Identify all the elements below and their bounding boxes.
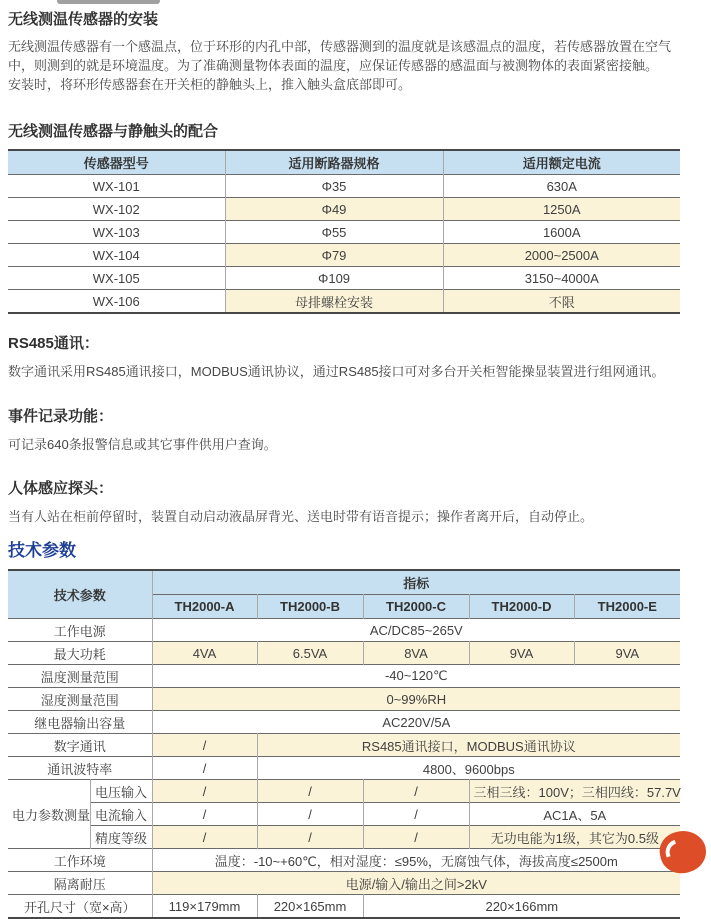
table-cell: 1250A [443, 198, 680, 221]
param-group-label: 电力参数测量 [8, 780, 90, 849]
param-sublabel: 电流输入 [90, 803, 152, 826]
table-cell: Φ49 [225, 198, 443, 221]
param-label: 温度测量范围 [8, 665, 152, 688]
table-header-row [8, 570, 680, 595]
column-header: 适用额定电流 [443, 150, 680, 175]
table-cell: / [152, 734, 257, 757]
table-cell: 不限 [443, 290, 680, 314]
table-row [8, 642, 680, 665]
table-row [8, 665, 680, 688]
table-cell: 0~99%RH [152, 688, 680, 711]
param-sublabel: 精度等级 [90, 826, 152, 849]
table-cell: 三相三线：100V；三相四线：57.7V [469, 780, 680, 803]
table-cell: WX-104 [8, 244, 225, 267]
table-cell: / [363, 803, 469, 826]
table-cell: 119×179mm [152, 895, 257, 919]
param-label: 工作电源 [8, 619, 152, 642]
table-cell: / [152, 757, 257, 780]
section-title-event-log: 事件记录功能： [8, 408, 114, 425]
table-cell: WX-105 [8, 267, 225, 290]
table-cell: / [152, 780, 257, 803]
section-title-tech-params: 技术参数 [8, 541, 76, 560]
install-paragraph-2: 安装时，将环形传感器套在开关柜的静触头上，推入触头盒底部即可。 [8, 77, 412, 92]
table-cell: 630A [443, 175, 680, 198]
table-cell: Φ55 [225, 221, 443, 244]
param-label: 通讯波特率 [8, 757, 152, 780]
param-label: 隔离耐压 [8, 872, 152, 895]
human-sensor-paragraph: 当有人站在柜前停留时，装置自动启动液晶屏背光、送电时带有语音提示；操作者离开后，自动停止。 [8, 509, 594, 524]
param-label: 工作环境 [8, 849, 152, 872]
table-row [8, 895, 680, 919]
param-sublabel: 电压输入 [90, 780, 152, 803]
table-row [8, 849, 680, 872]
table-cell: / [363, 780, 469, 803]
table-cell: / [363, 826, 469, 849]
table-row [8, 221, 680, 244]
table-cell: / [152, 803, 257, 826]
table-cell: / [152, 826, 257, 849]
model-header: TH2000-E [574, 595, 680, 619]
table-row [8, 711, 680, 734]
table-cell: 6.5VA [257, 642, 363, 665]
table-row [8, 757, 680, 780]
table-row [8, 198, 680, 221]
table-cell: Φ109 [225, 267, 443, 290]
model-header: TH2000-D [469, 595, 574, 619]
event-log-paragraph: 可记录640条报警信息或其它事件供用户查询。 [8, 437, 277, 452]
param-label: 湿度测量范围 [8, 688, 152, 711]
table-row [8, 780, 680, 803]
model-header: TH2000-A [152, 595, 257, 619]
table-cell: WX-101 [8, 175, 225, 198]
param-label: 最大功耗 [8, 642, 152, 665]
column-header: 适用断路器规格 [225, 150, 443, 175]
table-cell: 2000~2500A [443, 244, 680, 267]
logo-fragment [651, 827, 687, 851]
corner-header: 技术参数 [8, 570, 152, 619]
table-cell: 8VA [363, 642, 469, 665]
table-cell: / [257, 803, 363, 826]
table-cell: WX-106 [8, 290, 225, 314]
rs485-paragraph: 数字通讯采用RS485通讯接口，MODBUS通讯协议，通过RS485接口可对多台开关柜智能操显装置进行组网通讯。 [8, 364, 665, 379]
table-cell: 220×165mm [257, 895, 363, 919]
model-header: TH2000-C [363, 595, 469, 619]
table-cell: WX-102 [8, 198, 225, 221]
table-row [8, 688, 680, 711]
install-paragraph-1: 无线测温传感器有一个感温点，位于环形的内孔中部，传感器测到的温度就是该感温点的温度，若传感器放置在空气中，则测到的就是环境温度。为了准确测量物体表面的温度，应保证传感器的感温面与被测物体的表面紧密接触。 [8, 39, 672, 73]
table-cell: Φ79 [225, 244, 443, 267]
group-header: 指标 [152, 570, 680, 595]
table-header-row [8, 150, 680, 175]
table-cell: 1600A [443, 221, 680, 244]
table-row [8, 734, 680, 757]
section-title-sensor-match: 无线测温传感器与静触头的配合 [8, 123, 219, 140]
table-row [8, 803, 680, 826]
table-cell: 无功电能为1级，其它为0.5级 [469, 826, 680, 849]
sensor-match-table [8, 149, 680, 314]
table-row [8, 175, 680, 198]
table-cell: WX-103 [8, 221, 225, 244]
table-row [8, 267, 680, 290]
table-row [8, 244, 680, 267]
param-label: 继电器输出容量 [8, 711, 152, 734]
cropped-content-fragment [57, 0, 160, 4]
table-cell: 温度：-10~+60℃，相对湿度：≤95%，无腐蚀气体，海拔高度≤2500m [152, 849, 680, 872]
table-row [8, 826, 680, 849]
table-cell: 电源/输入/输出之间>2kV [152, 872, 680, 895]
tech-params-table [8, 569, 680, 919]
column-header: 传感器型号 [8, 150, 225, 175]
model-header: TH2000-B [257, 595, 363, 619]
section-title-rs485: RS485通讯： [8, 335, 99, 352]
table-cell: 4800、9600bps [257, 757, 680, 780]
table-cell: RS485通讯接口，MODBUS通讯协议 [257, 734, 680, 757]
table-cell: 3150~4000A [443, 267, 680, 290]
table-cell: 220×166mm [363, 895, 680, 919]
table-cell: Φ35 [225, 175, 443, 198]
table-cell: / [257, 826, 363, 849]
section-title-install: 无线测温传感器的安装 [8, 11, 159, 28]
table-cell: / [257, 780, 363, 803]
table-row [8, 290, 680, 314]
table-cell: 4VA [152, 642, 257, 665]
param-label: 开孔尺寸（宽×高） [8, 895, 152, 919]
table-row [8, 619, 680, 642]
table-cell: AC220V/5A [152, 711, 680, 734]
table-cell: 母排螺栓安装 [225, 290, 443, 314]
table-row [8, 872, 680, 895]
param-label: 数字通讯 [8, 734, 152, 757]
table-cell: AC1A、5A [469, 803, 680, 826]
table-cell: 9VA [574, 642, 680, 665]
table-cell: 9VA [469, 642, 574, 665]
table-cell: -40~120℃ [152, 665, 680, 688]
table-cell: AC/DC85~265V [152, 619, 680, 642]
section-title-human-sensor: 人体感应探头： [8, 480, 114, 497]
